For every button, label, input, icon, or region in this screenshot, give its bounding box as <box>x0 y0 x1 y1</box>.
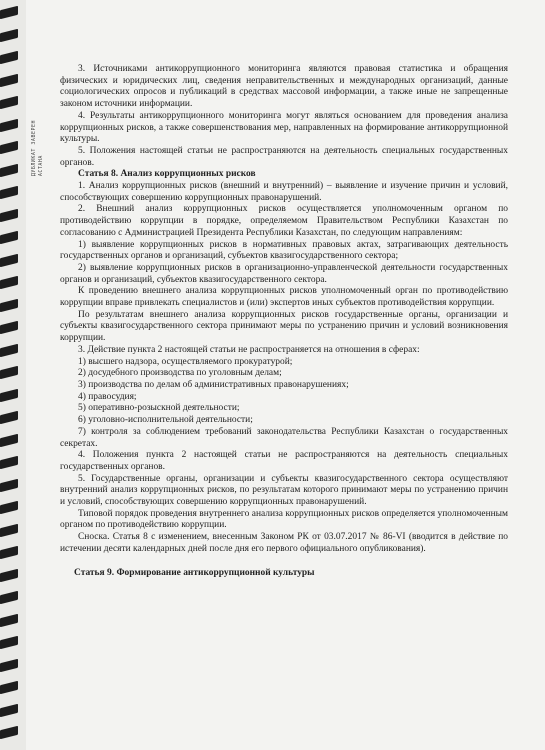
paragraph: 4. Результаты антикоррупционного мониторинга могут являться основанием для проведения анализа коррупционных рисков, а также совершенствования мер, направленных на формирование антикоррупционной культуры. <box>60 110 508 145</box>
binding-ring <box>0 501 18 514</box>
spiral-binding <box>0 0 26 750</box>
binding-ring <box>0 546 18 559</box>
binding-ring <box>0 703 18 716</box>
spacer <box>60 556 508 568</box>
binding-ring <box>0 186 18 199</box>
binding-ring <box>0 613 18 626</box>
paragraph: 4. Положения пункта 2 настоящей статьи не распространяются на деятельность специальных государственных органов. <box>60 450 508 472</box>
binding-ring <box>0 568 18 581</box>
binding-ring <box>0 118 18 131</box>
article-heading: Статья 9. Формирование антикоррупционной культуры <box>74 567 315 578</box>
binding-ring <box>0 321 18 334</box>
binding-ring <box>0 636 18 649</box>
binding-ring <box>0 478 18 491</box>
certification-stamp <box>31 120 45 176</box>
paragraph: Сноска. Статья 8 с изменением, внесенным Законом РК от 03.07.2017 № 86-VI (вводится в действие по истечении десяти календарных дней после дня его первого официального опубликования). <box>60 532 508 554</box>
paragraph: 5) оперативно-розыскной деятельности; <box>78 403 240 414</box>
binding-ring <box>0 658 18 671</box>
binding-ring <box>0 298 18 311</box>
binding-ring <box>0 163 18 176</box>
binding-ring <box>0 726 18 739</box>
paragraph: Типовой порядок проведения внутреннего анализа коррупционных рисков определяется уполномоченным органом по противодействию коррупции. <box>60 508 508 531</box>
binding-ring <box>0 6 18 19</box>
paragraph: По результатам внешнего анализа коррупционных рисков государственные органы, организации и субъекты квазигосударственного сектора принимают меры по устранению причин и условий возникновения коррупции. <box>60 309 508 344</box>
paragraph: 6) уголовно-исполнительной деятельности; <box>78 415 253 426</box>
paragraph: 2) выявление коррупционных рисков в организационно-управленческой деятельности государственных органов и организаций, субъектов квазигосударственного сектора. <box>60 262 508 285</box>
binding-ring <box>0 253 18 266</box>
stamp-line: ДУБЛИКАТ ЗАВЕРЕН <box>31 120 37 177</box>
binding-ring <box>0 208 18 221</box>
binding-ring <box>0 388 18 401</box>
paragraph: К проведению внешнего анализа коррупционных рисков уполномоченный орган по противодействию коррупции вправе привлекать специалистов и (или) экспертов иных субъектов противодействия коррупции. <box>60 286 508 309</box>
paragraph: 5. Положения настоящей статьи не распространяются на деятельность специальных государственных органов. <box>60 145 508 168</box>
paragraph: 3. Действие пункта 2 настоящей статьи не распространяется на отношения в сферах: <box>78 344 420 355</box>
binding-ring <box>0 141 18 154</box>
binding-ring <box>0 366 18 379</box>
binding-ring <box>0 411 18 424</box>
binding-ring <box>0 343 18 356</box>
binding-ring <box>0 231 18 244</box>
article-heading: Статья 8. Анализ коррупционных рисков <box>78 169 256 180</box>
paragraph: 3) производства по делам об административных правонарушениях; <box>78 379 349 390</box>
paragraph: 1. Анализ коррупционных рисков (внешний и внутренний) – выявление и изучение причин и условий, способствующих совершению коррупционных правонарушений. <box>60 181 508 203</box>
binding-ring <box>0 591 18 604</box>
paragraph: 5. Государственные органы, организации и субъекты квазигосударственного сектора осуществляют внутренний анализ коррупционных рисков, по результатам которого принимают меры по устранению причин и условий, способствующих совершению коррупционных правонарушений. <box>60 473 508 508</box>
binding-ring <box>0 523 18 536</box>
paragraph: 4) правосудия; <box>78 391 137 402</box>
binding-ring <box>0 96 18 109</box>
paragraph: 3. Источниками антикоррупционного мониторинга являются правовая статистика и обращения физических и юридических лиц, сведения неправительственных и международных организаций, данные социологических опросов и публикаций в средствах массовой информации, а также иные не запрещенные законом источники информации. <box>60 64 508 110</box>
paragraph: 2) досудебного производства по уголовным делам; <box>78 368 282 379</box>
paragraph: 2. Внешний анализ коррупционных рисков осуществляется уполномоченным органом по противодействию коррупции в порядке, определяемом Правительством Республики Казахстан по согласованию с Администрацией Президента Республики Казахстан, по следующим направлениям: <box>60 204 508 238</box>
binding-ring <box>0 456 18 469</box>
binding-ring <box>0 73 18 86</box>
binding-ring <box>0 51 18 64</box>
binding-ring <box>0 433 18 446</box>
binding-ring <box>0 681 18 694</box>
binding-ring <box>0 28 18 41</box>
paragraph: 1) выявление коррупционных рисков в нормативных правовых актах, затрагивающих деятельность государственных органов и организаций, субъектов квазигосударственного сектора; <box>60 239 508 262</box>
paragraph: 1) высшего надзора, осуществляемого прокуратурой; <box>78 356 293 367</box>
binding-ring <box>0 276 18 289</box>
stamp-line: АСТАНА <box>38 155 44 177</box>
document-page <box>60 64 508 579</box>
paragraph: 7) контроля за соблюдением требований законодательства Республики Казахстан о государственных секретах. <box>60 426 508 449</box>
